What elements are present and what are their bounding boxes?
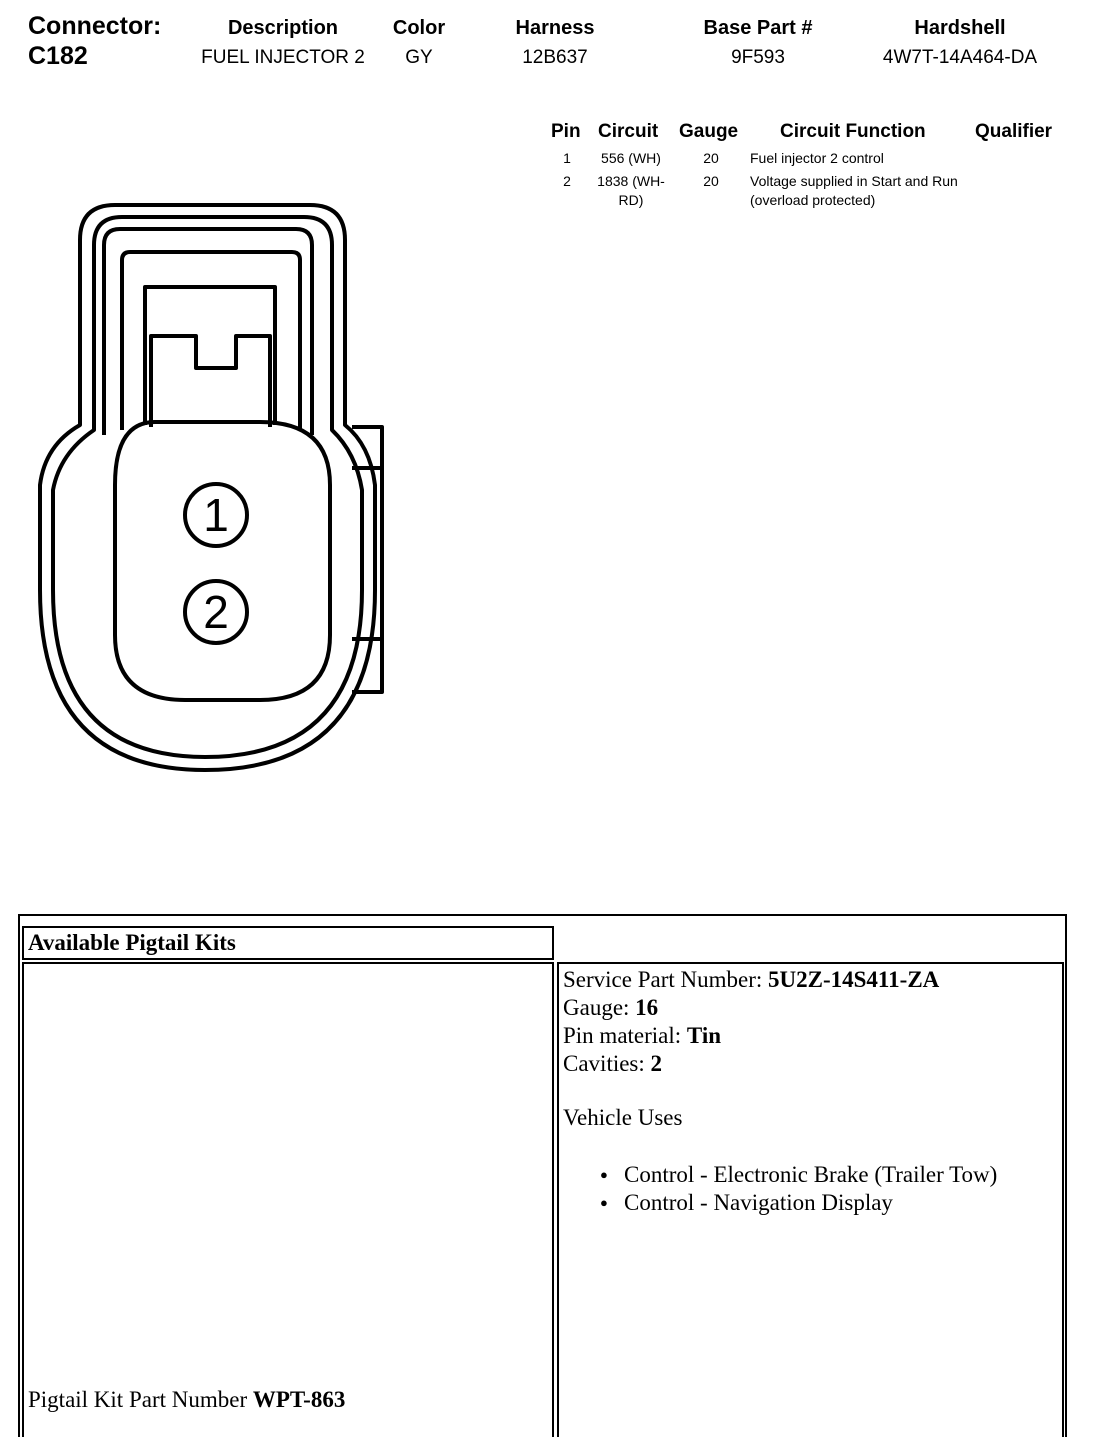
qualifier-column-header: Qualifier: [975, 121, 1053, 142]
base-part-header: Base Part #: [703, 17, 813, 39]
table-row-1-circuit: 556 (WH): [601, 150, 661, 166]
list-item: ● Control - Electronic Brake (Trailer Tow): [563, 1161, 997, 1189]
description-value: FUEL INJECTOR 2: [201, 47, 365, 68]
connector-label: Connector:: [28, 12, 162, 40]
gauge-column-header: Gauge: [679, 121, 739, 142]
pin-material-line: [563, 1022, 939, 1050]
cavities-label: Cavities:: [563, 1051, 645, 1076]
color-header: Color: [392, 17, 446, 39]
kit-part-label: Pigtail Kit Part Number: [28, 1387, 248, 1412]
pin-material-label: Pin material:: [563, 1023, 682, 1048]
pin-column-header: Pin: [551, 121, 581, 142]
kit-details: [563, 966, 939, 1078]
vehicle-uses-label: Vehicle Uses: [563, 1105, 683, 1130]
circuit-function-column-header: Circuit Function: [780, 121, 926, 142]
pigtail-kit-right-cell: [557, 962, 1064, 1437]
service-part-line: [563, 966, 939, 994]
table-row-1-pin: 1: [563, 150, 571, 166]
gauge-line: [563, 994, 939, 1022]
connector-face-diagram: [30, 195, 400, 785]
pigtail-kits-title: Available Pigtail Kits: [28, 930, 236, 955]
gauge-value: 16: [635, 995, 659, 1020]
service-part-label: Service Part Number:: [563, 967, 763, 992]
cavities-value: 2: [650, 1051, 663, 1076]
table-row-1-function: Fuel injector 2 control: [750, 150, 884, 166]
pigtail-kit-left-cell: [22, 962, 554, 1437]
gauge-label: Gauge:: [563, 995, 630, 1020]
service-part-value: 5U2Z-14S411-ZA: [768, 967, 940, 992]
table-row-2-pin: 2: [563, 173, 571, 189]
harness-value: 12B637: [522, 47, 588, 68]
vehicle-uses-list: [563, 1161, 997, 1217]
pigtail-kit-part-number: [28, 1386, 345, 1414]
circuit-column-header: Circuit: [598, 121, 659, 142]
table-row-2-gauge: 20: [703, 173, 719, 189]
color-value: GY: [405, 47, 433, 68]
pin-1-label: 1: [203, 489, 229, 541]
pin-2-label: 2: [203, 586, 229, 638]
kit-part-value: WPT-863: [252, 1387, 346, 1412]
table-row-2-circuit: 1838 (WH-RD): [597, 173, 665, 208]
description-header: Description: [227, 17, 339, 39]
pin-material-value: Tin: [686, 1023, 722, 1048]
table-row-1-gauge: 20: [703, 150, 719, 166]
hardshell-header: Hardshell: [914, 17, 1006, 39]
hardshell-value: 4W7T-14A464-DA: [882, 47, 1038, 68]
harness-header: Harness: [515, 17, 595, 39]
pigtail-title-box: [22, 926, 554, 960]
table-row-2-function: Voltage supplied in Start and Run (overload protected): [750, 173, 958, 208]
cavities-line: [563, 1050, 939, 1078]
list-item: ● Control - Navigation Display: [563, 1189, 997, 1217]
base-part-value: 9F593: [731, 47, 785, 68]
connector-id: C182: [28, 42, 88, 70]
